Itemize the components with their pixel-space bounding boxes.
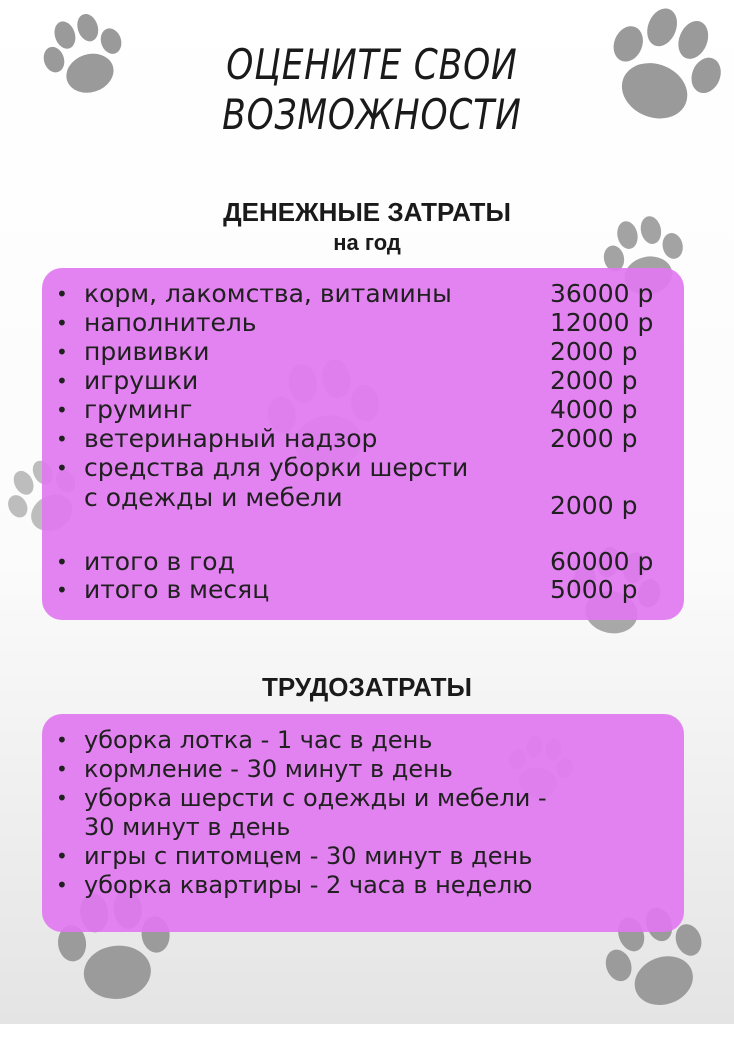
money-heading: ДЕНЕЖНЫЕ ЗАТРАТЫ (223, 197, 511, 227)
bullet: • (56, 456, 68, 480)
bullet: • (56, 786, 68, 810)
title-line: ОЦЕНИТЕ СВОИ (226, 40, 518, 89)
money-subheading: на год (333, 230, 401, 255)
title-line: ВОЗМОЖНОСТИ (222, 90, 522, 139)
bullet: • (56, 427, 68, 451)
expense-label: груминг (84, 395, 193, 424)
expense-amount: 12000 р (550, 308, 654, 337)
labor-item-label: уборка квартиры - 2 часа в неделю (84, 871, 533, 899)
labor-item-continuation: 30 минут в день (84, 813, 291, 841)
bullet: • (56, 578, 68, 602)
total-label: итого в месяц (84, 575, 270, 604)
labor-panel (42, 714, 684, 932)
labor-item-label: уборка шерсти с одежды и мебели - (84, 784, 547, 812)
labor-item-label: игры с питомцем - 30 минут в день (84, 842, 533, 870)
bullet: • (56, 369, 68, 393)
total-label: итого в год (84, 547, 235, 576)
expense-label: корм, лакомства, витамины (84, 279, 452, 308)
bullet: • (56, 340, 68, 364)
labor-item-label: уборка лотка - 1 час в день (84, 726, 433, 754)
labor-heading: ТРУДОЗАТРАТЫ (261, 672, 472, 702)
expense-amount: 2000 р (550, 424, 638, 453)
bullet: • (56, 398, 68, 422)
bullet: • (56, 728, 68, 752)
expense-amount: 2000 р (550, 366, 638, 395)
expense-amount: 36000 р (550, 279, 654, 308)
bullet: • (56, 550, 68, 574)
expense-amount: 2000 р (550, 491, 638, 520)
expense-label: ветеринарный надзор (84, 424, 378, 453)
expense-label: прививки (84, 337, 210, 366)
expense-label: наполнитель (84, 308, 257, 337)
bullet: • (56, 311, 68, 335)
bullet: • (56, 282, 68, 306)
expense-label-continuation: с одежды и мебели (84, 483, 343, 512)
expense-label: игрушки (84, 366, 199, 395)
total-amount: 5000 р (550, 575, 638, 604)
bullet: • (56, 873, 68, 897)
expense-amount: 2000 р (550, 337, 638, 366)
page-title (66, 40, 668, 140)
expense-label: средства для уборки шерсти (84, 453, 469, 482)
expense-amount: 4000 р (550, 395, 638, 424)
total-amount: 60000 р (550, 547, 654, 576)
bullet: • (56, 844, 68, 868)
money-panel (42, 268, 684, 620)
labor-item-label: кормление - 30 минут в день (84, 755, 453, 783)
bullet: • (56, 757, 68, 781)
